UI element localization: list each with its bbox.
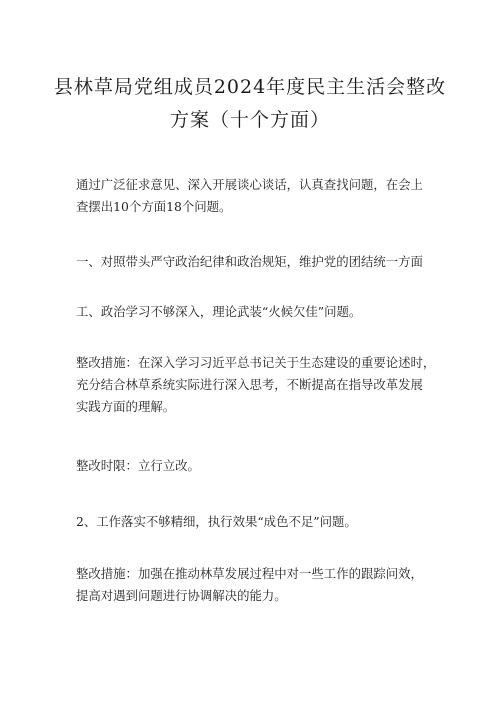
measures-line: 实践方面的理解。 [76, 399, 176, 414]
intro-line: 通过广泛征求意见、深入开展谈心谈话，认真查找问题，在会上 [76, 177, 423, 192]
document-title-line1: 县林草局党组成员2024年度民主生活会整改 [53, 76, 447, 98]
item-heading-text: 工、政治学习不够深入，理论武装“火候欠佳”问题。 [76, 304, 362, 319]
item1-deadline [76, 455, 436, 477]
section1-heading [76, 251, 436, 273]
intro-paragraph [76, 174, 436, 218]
measures-line: 整改措施：在深入学习习近平总书记关于生态建设的重要论述时， [76, 355, 436, 370]
measures-line: 提高对遇到问题进行协调解决的能力。 [76, 588, 287, 603]
item1-heading [76, 301, 436, 323]
item1-measures [76, 352, 436, 418]
measures-line: 整改措施：加强在推动林草发展过程中对一些工作的跟踪问效， [76, 566, 423, 581]
document-title-line2: 方案（十个方面） [169, 109, 330, 131]
intro-line: 查摆出10个方面18个问题。 [76, 199, 232, 214]
deadline-text: 整改时限：立行立改。 [76, 458, 200, 473]
item2-heading [76, 511, 436, 533]
item-heading-text: 2、工作落实不够精细，执行效果“成色不足”问题。 [76, 514, 357, 529]
section-heading-text: 一、对照带头严守政治纪律和政治规矩，维护党的团结统一方面 [76, 254, 423, 269]
item2-measures [76, 563, 436, 607]
measures-line: 充分结合林草系统实际进行深入思考，不断提高在指导改革发展 [76, 377, 423, 392]
